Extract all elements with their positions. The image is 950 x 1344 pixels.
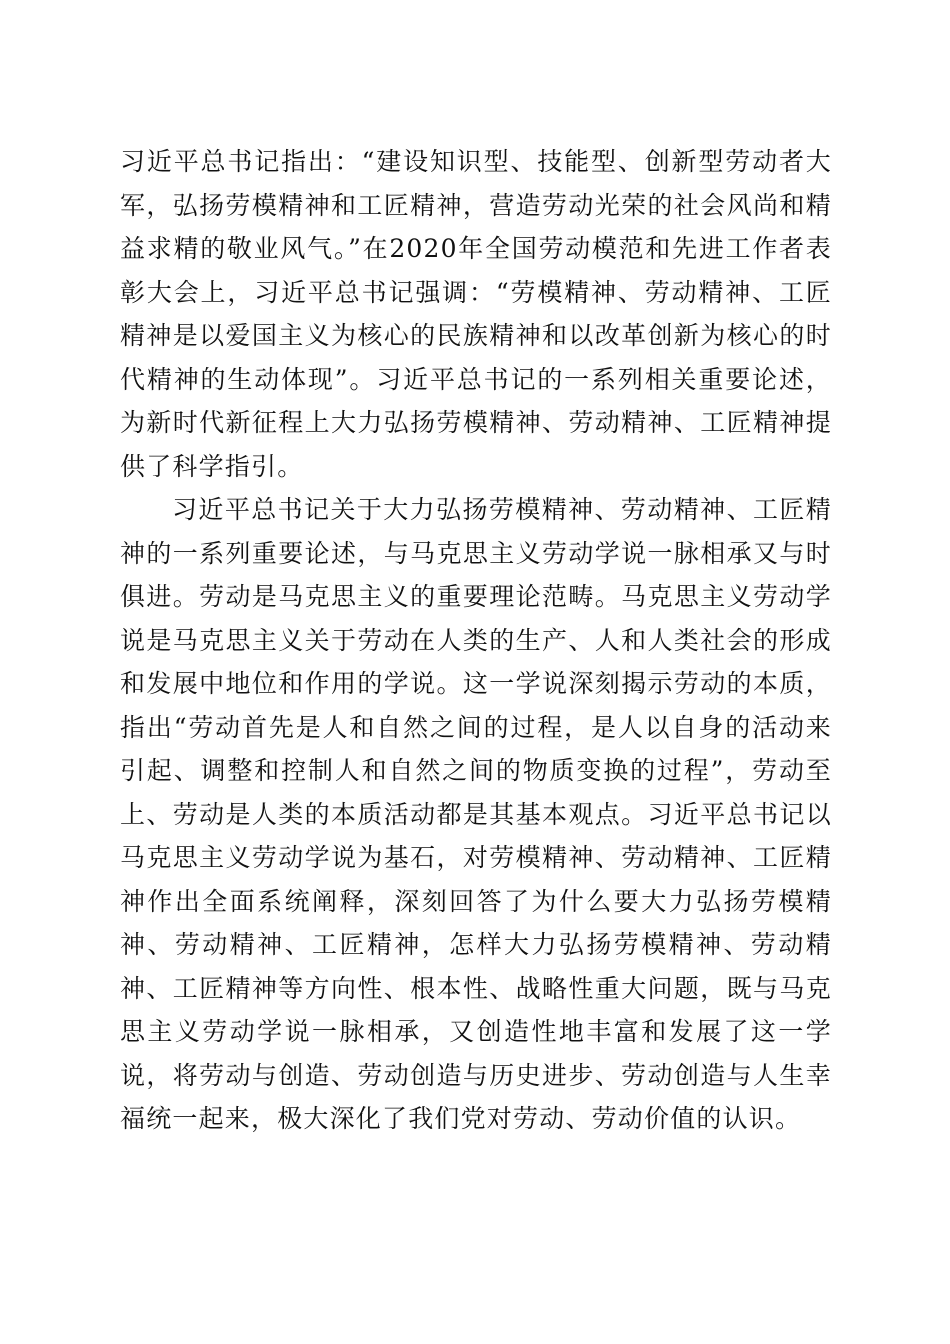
paragraph-1: 习近平总书记指出：“建设知识型、技能型、创新型劳动者大军，弘扬劳模精神和工匠精神，营造劳动光荣的社会风尚和精益求精的敬业风气。”在2020年全国劳动模范和先进工作者表彰大会上，习近平总书记强调：“劳模精神、劳动精神、工匠精神是以爱国主义为核心的民族精神和以改革创新为核心的时代精神的生动体现”。习近平总书记的一系列相关重要论述，为新时代新征程上大力弘扬劳模精神、劳动精神、工匠精神提供了科学指引。 [120, 147, 832, 481]
document-body [120, 140, 832, 1141]
paragraph-2: 习近平总书记关于大力弘扬劳模精神、劳动精神、工匠精神的一系列重要论述，与马克思主义劳动学说一脉相承又与时俱进。劳动是马克思主义的重要理论范畴。马克思主义劳动学说是马克思主义关于劳动在人类的生产、人和人类社会的形成和发展中地位和作用的学说。这一学说深刻揭示劳动的本质，指出“劳动首先是人和自然之间的过程，是人以自身的活动来引起、调整和控制人和自然之间的物质变换的过程”，劳动至上、劳动是人类的本质活动都是其基本观点。习近平总书记以马克思主义劳动学说为基石，对劳模精神、劳动精神、工匠精神作出全面系统阐释，深刻回答了为什么要大力弘扬劳模精神、劳动精神、工匠精神，怎样大力弘扬劳模精神、劳动精神、工匠精神等方向性、根本性、战略性重大问题，既与马克思主义劳动学说一脉相承，又创造性地丰富和发展了这一学说，将劳动与创造、劳动创造与历史进步、劳动创造与人生幸福统一起来，极大深化了我们党对劳动、劳动价值的认识。 [120, 495, 832, 1133]
